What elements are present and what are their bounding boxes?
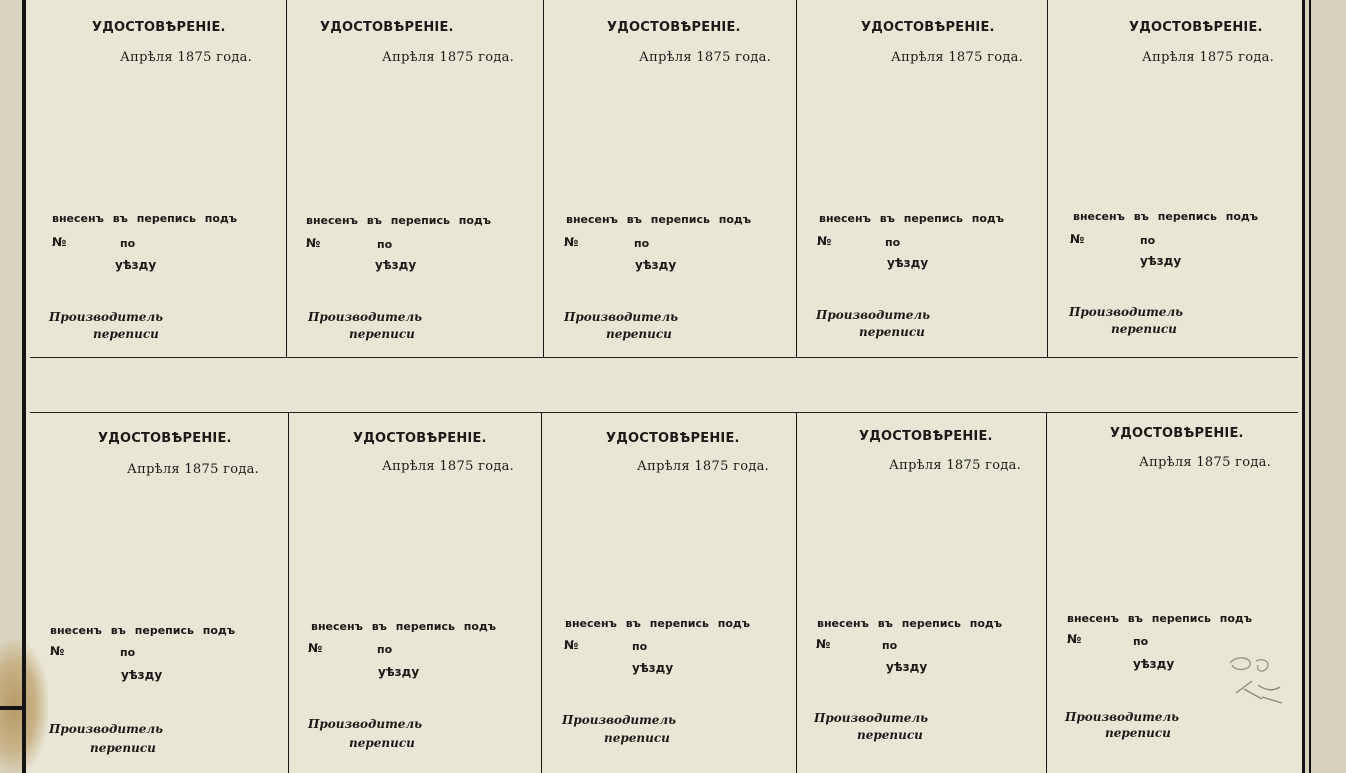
po-label: по bbox=[120, 237, 136, 250]
certificate-date: Апрѣля 1875 года. bbox=[382, 459, 515, 474]
po-label: по bbox=[377, 643, 393, 656]
po-label: по bbox=[632, 640, 648, 653]
right-border-line bbox=[1302, 0, 1305, 773]
census-registration-line: внесенъ въ перепись подъ bbox=[565, 617, 751, 630]
number-sign: № bbox=[1070, 232, 1085, 246]
po-label: по bbox=[120, 646, 136, 659]
uezd-label: уѣзду bbox=[1140, 254, 1182, 268]
census-registration-line: внесенъ въ перепись подъ bbox=[306, 214, 492, 227]
top-row-bottom-line bbox=[30, 357, 1298, 358]
certificate-2 bbox=[287, 0, 543, 357]
uezd-label: уѣзду bbox=[378, 665, 420, 679]
certificate-4 bbox=[797, 0, 1047, 357]
census-registration-line: внесенъ въ перепись подъ bbox=[1067, 612, 1253, 625]
uezd-label: уѣзду bbox=[632, 661, 674, 675]
uezd-label: уѣзду bbox=[115, 258, 157, 272]
po-label: по bbox=[377, 238, 393, 251]
po-label: по bbox=[634, 237, 650, 250]
certificate-date: Апрѣля 1875 года. bbox=[639, 50, 772, 65]
certificate-1 bbox=[30, 0, 286, 357]
producer-label: Производитель bbox=[816, 308, 931, 322]
certificate-8 bbox=[542, 413, 796, 773]
census-label: переписи bbox=[349, 327, 415, 341]
census-label: переписи bbox=[1105, 726, 1171, 740]
census-label: переписи bbox=[90, 741, 156, 755]
po-label: по bbox=[885, 236, 901, 249]
uezd-label: уѣзду bbox=[1133, 657, 1175, 671]
producer-label: Производитель bbox=[564, 310, 679, 324]
uezd-label: уѣзду bbox=[635, 258, 677, 272]
certificate-title: УДОСТОВѢРЕНІЕ. bbox=[861, 20, 995, 35]
certificate-title: УДОСТОВѢРЕНІЕ. bbox=[607, 20, 741, 35]
census-label: переписи bbox=[1111, 322, 1177, 336]
census-registration-line: внесенъ въ перепись подъ bbox=[52, 212, 238, 225]
certificate-title: УДОСТОВѢРЕНІЕ. bbox=[98, 431, 232, 446]
number-sign: № bbox=[564, 638, 579, 652]
census-registration-line: внесенъ въ перепись подъ bbox=[566, 213, 752, 226]
right-border-line-outer bbox=[1309, 0, 1311, 773]
census-label: переписи bbox=[857, 728, 923, 742]
certificate-title: УДОСТОВѢРЕНІЕ. bbox=[92, 20, 226, 35]
number-sign: № bbox=[50, 644, 65, 658]
certificate-3 bbox=[544, 0, 796, 357]
census-label: переписи bbox=[606, 327, 672, 341]
number-sign: № bbox=[817, 234, 832, 248]
pencil-marks bbox=[1222, 655, 1292, 715]
certificate-title: УДОСТОВѢРЕНІЕ. bbox=[1110, 426, 1244, 441]
certificate-date: Апрѣля 1875 года. bbox=[889, 458, 1022, 473]
certificate-date: Апрѣля 1875 года. bbox=[127, 462, 260, 477]
census-label: переписи bbox=[859, 325, 925, 339]
certificate-date: Апрѣля 1875 года. bbox=[120, 50, 253, 65]
producer-label: Производитель bbox=[814, 711, 929, 725]
producer-label: Производитель bbox=[49, 310, 164, 324]
uezd-label: уѣзду bbox=[887, 256, 929, 270]
certificate-title: УДОСТОВѢРЕНІЕ. bbox=[320, 20, 454, 35]
number-sign: № bbox=[816, 637, 831, 651]
census-registration-line: внесенъ въ перепись подъ bbox=[50, 624, 236, 637]
producer-label: Производитель bbox=[308, 717, 423, 731]
producer-label: Производитель bbox=[562, 713, 677, 727]
certificate-title: УДОСТОВѢРЕНІЕ. bbox=[859, 429, 993, 444]
certificate-date: Апрѣля 1875 года. bbox=[891, 50, 1024, 65]
certificate-title: УДОСТОВѢРЕНІЕ. bbox=[353, 431, 487, 446]
certificate-title: УДОСТОВѢРЕНІЕ. bbox=[1129, 20, 1263, 35]
certificate-10 bbox=[1047, 413, 1302, 773]
certificate-date: Апрѣля 1875 года. bbox=[1142, 50, 1275, 65]
census-registration-line: внесенъ въ перепись подъ bbox=[1073, 210, 1259, 223]
census-registration-line: внесенъ въ перепись подъ bbox=[817, 617, 1003, 630]
certificate-date: Апрѣля 1875 года. bbox=[637, 459, 770, 474]
census-label: переписи bbox=[604, 731, 670, 745]
producer-label: Производитель bbox=[49, 722, 164, 736]
certificate-date: Апрѣля 1875 года. bbox=[382, 50, 515, 65]
census-label: переписи bbox=[349, 736, 415, 750]
number-sign: № bbox=[306, 236, 321, 250]
certificate-5 bbox=[1048, 0, 1302, 357]
census-registration-line: внесенъ въ перепись подъ bbox=[311, 620, 497, 633]
producer-label: Производитель bbox=[1069, 305, 1184, 319]
producer-label: Производитель bbox=[1065, 710, 1180, 724]
po-label: по bbox=[1140, 234, 1156, 247]
uezd-label: уѣзду bbox=[121, 668, 163, 682]
certificate-6 bbox=[30, 413, 288, 773]
uezd-label: уѣзду bbox=[886, 660, 928, 674]
left-border-line bbox=[22, 0, 26, 773]
census-registration-line: внесенъ въ перепись подъ bbox=[819, 212, 1005, 225]
left-border-tick bbox=[0, 706, 22, 710]
po-label: по bbox=[882, 639, 898, 652]
number-sign: № bbox=[564, 235, 579, 249]
uezd-label: уѣзду bbox=[375, 258, 417, 272]
certificate-7 bbox=[289, 413, 541, 773]
po-label: по bbox=[1133, 635, 1149, 648]
certificate-9 bbox=[797, 413, 1046, 773]
cut-strip bbox=[30, 357, 1298, 412]
number-sign: № bbox=[308, 641, 323, 655]
number-sign: № bbox=[1067, 632, 1082, 646]
certificate-date: Апрѣля 1875 года. bbox=[1139, 455, 1272, 470]
number-sign: № bbox=[52, 235, 67, 249]
certificate-title: УДОСТОВѢРЕНІЕ. bbox=[606, 431, 740, 446]
census-label: переписи bbox=[93, 327, 159, 341]
producer-label: Производитель bbox=[308, 310, 423, 324]
